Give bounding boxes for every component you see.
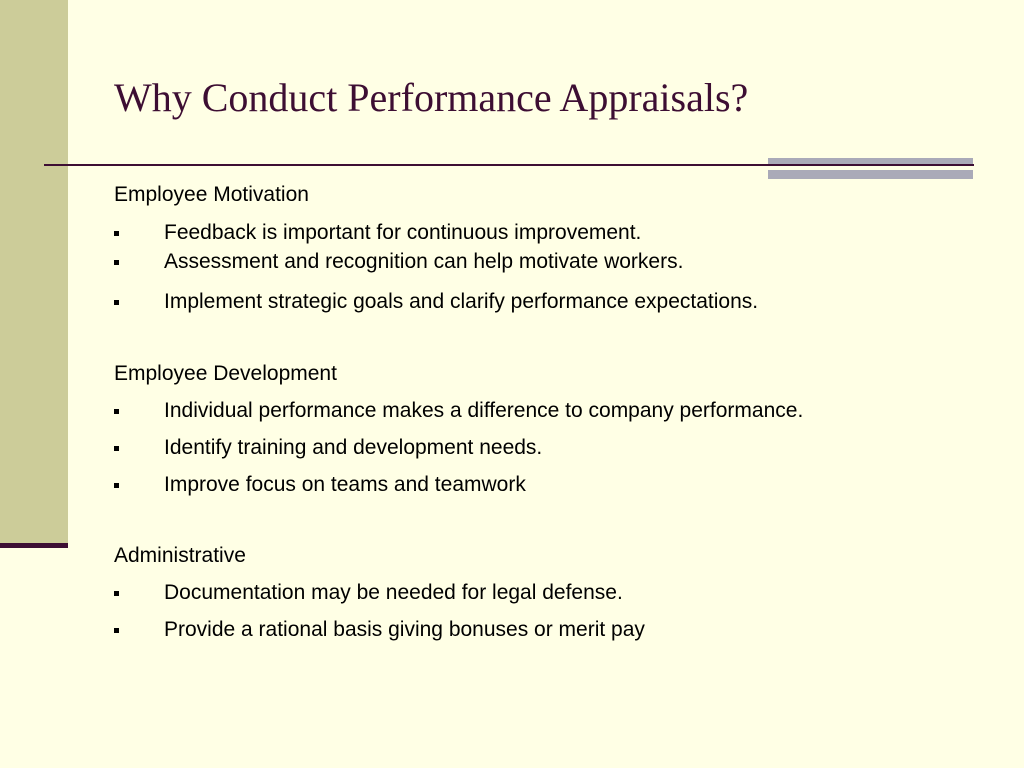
list-item (114, 466, 994, 503)
list-item (114, 277, 994, 321)
list-item-text: Improve focus on teams and teamwork (164, 473, 526, 496)
section-heading: Employee Development (114, 362, 337, 385)
square-bullet-icon (114, 591, 119, 596)
list-item-text: Individual performance makes a difference to company performance. (164, 399, 804, 422)
square-bullet-icon (114, 231, 119, 236)
section-spacer (114, 503, 994, 538)
section-spacer (114, 321, 994, 356)
list-item-text: Feedback is important for continuous improvement. (164, 221, 642, 244)
section-employee-motivation (114, 177, 994, 321)
square-bullet-icon (114, 628, 119, 633)
title-underline (44, 164, 974, 166)
square-bullet-icon (114, 446, 119, 451)
square-bullet-icon (114, 409, 119, 414)
square-bullet-icon (114, 260, 119, 265)
section-administrative (114, 538, 994, 648)
slide-body (114, 177, 994, 648)
left-accent-line (0, 543, 68, 548)
list-item (114, 574, 994, 611)
bullet-list (114, 213, 994, 321)
list-item-text: Documentation may be needed for legal defense. (164, 581, 623, 604)
slide-title: Why Conduct Performance Appraisals? (114, 75, 749, 120)
section-heading: Employee Motivation (114, 183, 309, 206)
list-item (114, 392, 994, 429)
square-bullet-icon (114, 483, 119, 488)
list-item-text: Provide a rational basis giving bonuses or merit pay (164, 618, 645, 641)
left-decorative-bar (0, 0, 68, 543)
list-item (114, 213, 994, 247)
square-bullet-icon (114, 300, 119, 305)
bullet-list (114, 574, 994, 648)
bullet-list (114, 392, 994, 503)
section-heading: Administrative (114, 544, 246, 567)
list-item (114, 611, 994, 648)
list-item-text: Assessment and recognition can help motivate workers. (164, 250, 684, 273)
list-item (114, 429, 994, 466)
list-item-text: Identify training and development needs. (164, 436, 543, 459)
list-item-text: Implement strategic goals and clarify performance expectations. (164, 290, 759, 313)
section-employee-development (114, 356, 994, 503)
list-item (114, 247, 994, 277)
